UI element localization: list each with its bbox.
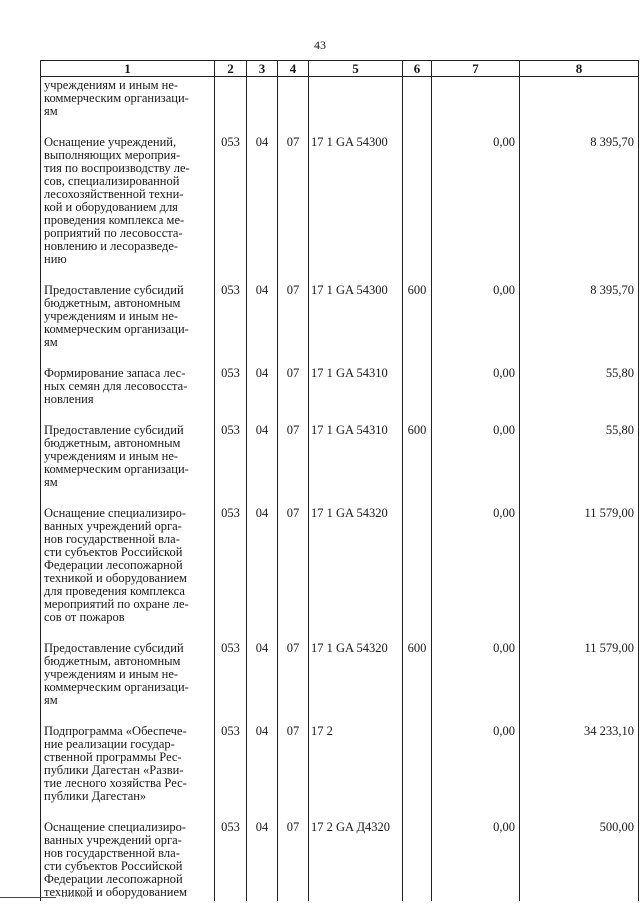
cell-amount-7: 0,00: [432, 634, 520, 717]
cell-target-code: 17 1 GA 54310: [309, 359, 403, 416]
cell-expense-type: 600: [403, 276, 432, 359]
cell-section: 04: [247, 499, 278, 634]
cell-subsection: 07: [278, 416, 309, 499]
cell-section: 04: [247, 276, 278, 359]
column-header: 2: [215, 61, 247, 77]
cell-subsection: 07: [278, 276, 309, 359]
cell-section: 04: [247, 359, 278, 416]
table-row: [41, 634, 639, 717]
footer-dotted-rule: [62, 896, 92, 897]
cell-amount-7: 0,00: [432, 717, 520, 813]
table-header: [41, 61, 639, 77]
cell-target-code: 17 2: [309, 717, 403, 813]
cell-target-code: 17 1 GA 54310: [309, 416, 403, 499]
cell-ministry-code: 053: [215, 359, 247, 416]
cell-target-code: 17 1 GA 54320: [309, 634, 403, 717]
cell-subsection: 07: [278, 634, 309, 717]
cell-subsection: 07: [278, 359, 309, 416]
cell-amount-7: 0,00: [432, 276, 520, 359]
row-description: [41, 128, 215, 276]
row-description: [41, 717, 215, 813]
description-text: Предоставление субсидий бюджетным, автономным учреждениям и иным не- коммерческим организаци- ям: [44, 641, 189, 707]
table-row: [41, 359, 639, 416]
description-text: Предоставление субсидий бюджетным, автономным учреждениям и иным не- коммерческим организаци- ям: [44, 283, 189, 349]
row-description: [41, 77, 215, 129]
cell-target-code: [309, 77, 403, 129]
cell-amount-8: 34 233,10: [520, 717, 639, 813]
row-description: [41, 813, 215, 901]
row-description: [41, 359, 215, 416]
cell-expense-type: [403, 813, 432, 901]
table-row: [41, 416, 639, 499]
cell-amount-7: 0,00: [432, 813, 520, 901]
column-header: 8: [520, 61, 639, 77]
cell-amount-8: 55,80: [520, 359, 639, 416]
table-body: [41, 77, 639, 902]
header-row: [41, 61, 639, 77]
cell-amount-7: 0,00: [432, 499, 520, 634]
cell-section: 04: [247, 128, 278, 276]
cell-ministry-code: [215, 77, 247, 129]
cell-target-code: 17 2 GA Д4320: [309, 813, 403, 901]
table-row: [41, 813, 639, 901]
table-row: [41, 717, 639, 813]
cell-section: 04: [247, 717, 278, 813]
cell-expense-type: 600: [403, 416, 432, 499]
row-description: [41, 634, 215, 717]
page-number: 43: [314, 38, 326, 52]
column-header: 4: [278, 61, 309, 77]
row-description: [41, 416, 215, 499]
column-header: 1: [41, 61, 215, 77]
table-row: [41, 77, 639, 129]
cell-amount-8: [520, 77, 639, 129]
table-row: [41, 276, 639, 359]
description-text: Оснащение специализиро- ванных учреждений орга- нов государственной вла- сти субъектов Российской Федерации лесопожарной техникой и оборудованием: [44, 820, 187, 899]
description-text: учреждениям и иным не- коммерческим организаци- ям: [44, 78, 189, 118]
cell-amount-7: 0,00: [432, 416, 520, 499]
cell-amount-8: 55,80: [520, 416, 639, 499]
cell-ministry-code: 053: [215, 499, 247, 634]
cell-expense-type: [403, 359, 432, 416]
cell-expense-type: [403, 128, 432, 276]
cell-amount-8: 8 395,70: [520, 128, 639, 276]
cell-section: 04: [247, 813, 278, 901]
cell-amount-8: 500,00: [520, 813, 639, 901]
column-header: 6: [403, 61, 432, 77]
description-text: Подпрограмма «Обеспече- ние реализации государ- ственной программы Рес- публики Дагестан «Разви- тие лесного хозяйства Рес- публики Дагестан»: [44, 724, 187, 803]
cell-expense-type: 600: [403, 634, 432, 717]
cell-ministry-code: 053: [215, 416, 247, 499]
row-description: [41, 276, 215, 359]
cell-subsection: [278, 77, 309, 129]
cell-ministry-code: 053: [215, 634, 247, 717]
cell-target-code: 17 1 GA 54300: [309, 128, 403, 276]
cell-subsection: 07: [278, 717, 309, 813]
cell-ministry-code: 053: [215, 276, 247, 359]
description-text: Оснащение учреждений, выполняющих мероприя- тия по воспроизводству ле- сов, специализированной лесохозяйственной техни- кой и оборудованием для проведения комплекса ме- роприятий по лесовосста- новлению и лесоразведе- нию: [44, 135, 190, 266]
budget-table-container: [40, 60, 638, 901]
column-header: 5: [309, 61, 403, 77]
cell-amount-7: 0,00: [432, 128, 520, 276]
row-description: [41, 499, 215, 634]
table-row: [41, 499, 639, 634]
cell-section: 04: [247, 634, 278, 717]
cell-amount-7: [432, 77, 520, 129]
description-text: Формирование запаса лес- ных семян для лесовосста- новления: [44, 366, 188, 406]
cell-ministry-code: 053: [215, 813, 247, 901]
cell-subsection: 07: [278, 499, 309, 634]
cell-expense-type: [403, 717, 432, 813]
description-text: Предоставление субсидий бюджетным, автономным учреждениям и иным не- коммерческим организаци- ям: [44, 423, 189, 489]
table-row: [41, 128, 639, 276]
cell-ministry-code: 053: [215, 717, 247, 813]
cell-expense-type: [403, 499, 432, 634]
cell-section: 04: [247, 416, 278, 499]
cell-amount-8: 11 579,00: [520, 634, 639, 717]
cell-ministry-code: 053: [215, 128, 247, 276]
cell-expense-type: [403, 77, 432, 129]
column-header: 3: [247, 61, 278, 77]
budget-table: [40, 60, 639, 901]
cell-amount-7: 0,00: [432, 359, 520, 416]
cell-subsection: 07: [278, 128, 309, 276]
cell-target-code: 17 1 GA 54320: [309, 499, 403, 634]
cell-subsection: 07: [278, 813, 309, 901]
description-text: Оснащение специализиро- ванных учреждений орга- нов государственной вла- сти субъектов Российской Федерации лесопожарной техникой и оборудованием для проведения комплекса мероприятий по охране ле- сов от пожаров: [44, 506, 189, 624]
column-header: 7: [432, 61, 520, 77]
cell-amount-8: 8 395,70: [520, 276, 639, 359]
cell-section: [247, 77, 278, 129]
cell-target-code: 17 1 GA 54300: [309, 276, 403, 359]
footer-rule: [0, 897, 56, 898]
cell-amount-8: 11 579,00: [520, 499, 639, 634]
